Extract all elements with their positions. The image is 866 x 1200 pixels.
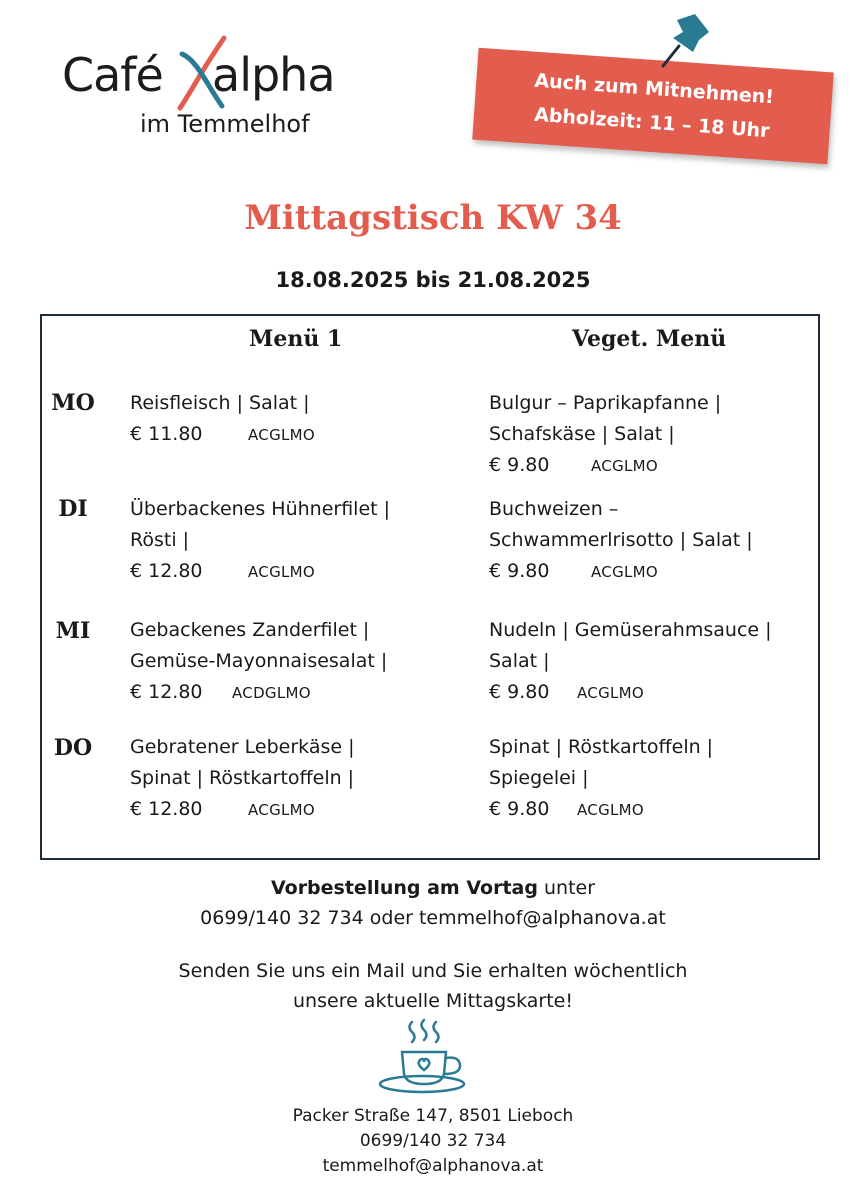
dish-mo-menu1: [130, 388, 315, 451]
dish-price: € 9.80: [489, 681, 550, 703]
dish-line: Gebackenes Zanderfilet |: [130, 619, 370, 641]
dish-line: Salat |: [489, 650, 550, 672]
dish-price: € 12.80: [130, 681, 203, 703]
day-label-mo: MO: [51, 390, 95, 416]
day-label-di: DI: [58, 496, 88, 522]
dish-line: Reisfleisch | Salat |: [130, 392, 310, 414]
dish-mi-menu1: [130, 615, 387, 709]
date-range: 18.08.2025 bis 21.08.2025: [275, 268, 591, 292]
mail-note-line2: unsere aktuelle Mittagskarte!: [293, 990, 573, 1012]
logo-swoosh-icon: [172, 30, 232, 120]
dish-line: Schafskäse | Salat |: [489, 423, 675, 445]
column-header-menu1: Menü 1: [249, 326, 343, 352]
logo-subtitle: im Temmelhof: [140, 110, 310, 138]
dish-line: Gemüse-Mayonnaisesalat |: [130, 650, 388, 672]
allergen-codes: ACDGLMO: [232, 684, 311, 702]
dish-di-menu1: [130, 494, 390, 588]
cafe-alpha-logo: [62, 30, 362, 150]
dish-line: Nudeln | Gemüserahmsauce |: [489, 619, 772, 641]
dish-price: € 12.80: [130, 560, 203, 582]
mail-note-line1: Senden Sie uns ein Mail und Sie erhalten wöchentlich: [178, 960, 688, 982]
dish-do-menu1: [130, 732, 355, 826]
dish-price: € 9.80: [489, 560, 550, 582]
dish-line: Spinat | Röstkartoffeln |: [130, 767, 355, 789]
logo-word-alpha: alpha: [212, 48, 335, 102]
allergen-codes: ACGLMO: [591, 457, 659, 475]
day-label-mi: MI: [55, 618, 91, 644]
pushpin-icon: [655, 10, 715, 72]
allergen-codes: ACGLMO: [577, 684, 645, 702]
address-email[interactable]: temmelhof@alphanova.at: [322, 1156, 544, 1176]
address-phone[interactable]: 0699/140 32 734: [359, 1131, 507, 1151]
takeaway-note: [472, 48, 834, 165]
mail-note: [0, 956, 866, 1016]
dish-di-veg: [489, 494, 753, 588]
dish-price: € 9.80: [489, 454, 550, 476]
preorder-bold: Vorbestellung am Vortag: [270, 877, 538, 899]
allergen-codes: ACGLMO: [248, 426, 316, 444]
allergen-codes: ACGLMO: [248, 801, 316, 819]
day-label-do: DO: [53, 735, 93, 761]
address-street: Packer Straße 147, 8501 Lieboch: [292, 1106, 574, 1126]
dish-mo-veg: [489, 388, 721, 482]
dish-line: Spiegelei |: [489, 767, 589, 789]
dish-mi-veg: [489, 615, 772, 709]
page-title: Mittagstisch KW 34: [244, 198, 622, 238]
dish-price: € 12.80: [130, 798, 203, 820]
dish-line: Gebratener Leberkäse |: [130, 736, 355, 758]
address-block: [0, 1104, 866, 1179]
takeaway-note-line1: Auch zum Mitnehmen!: [533, 69, 775, 109]
allergen-codes: ACGLMO: [577, 801, 645, 819]
dish-line: Schwammerlrisotto | Salat |: [489, 529, 753, 551]
dish-line: Bulgur – Paprikapfanne |: [489, 392, 722, 414]
dish-price: € 11.80: [130, 423, 203, 445]
preorder-contact: 0699/140 32 734 oder temmelhof@alphanova.at: [200, 907, 666, 929]
dish-line: Buchweizen –: [489, 498, 619, 520]
dish-line: Überbackenes Hühnerfilet |: [130, 498, 391, 520]
preorder-rest: unter: [537, 877, 596, 899]
coffee-cup-icon: [374, 1018, 474, 1098]
preorder-info: [0, 873, 866, 933]
allergen-codes: ACGLMO: [591, 563, 659, 581]
takeaway-note-line2: Abholzeit: 11 – 18 Uhr: [533, 103, 771, 143]
dish-do-veg: [489, 732, 713, 826]
allergen-codes: ACGLMO: [248, 563, 316, 581]
dish-line: Spinat | Röstkartoffeln |: [489, 736, 714, 758]
dish-price: € 9.80: [489, 798, 550, 820]
column-header-veg: Veget. Menü: [572, 326, 727, 352]
logo-word-cafe: Café: [62, 48, 163, 102]
dish-line: Rösti |: [130, 529, 190, 551]
